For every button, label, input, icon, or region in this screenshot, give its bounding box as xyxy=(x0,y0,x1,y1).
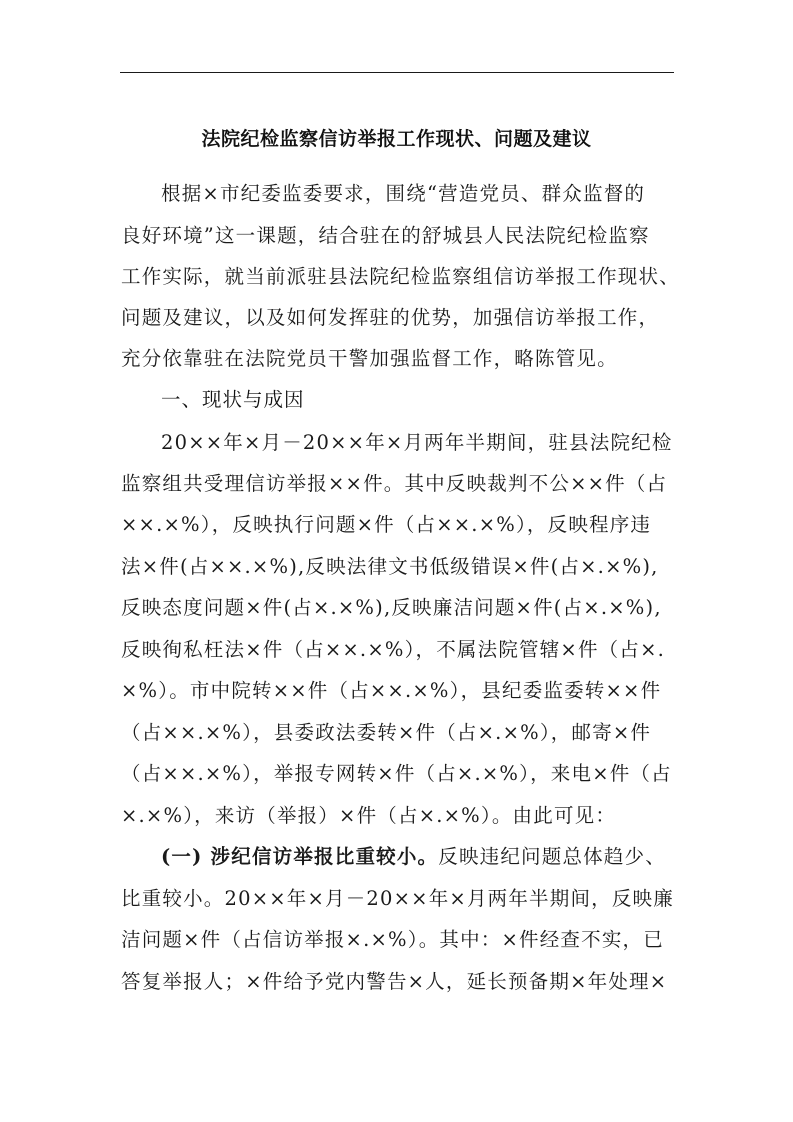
section1-line-9: （占××.×%），举报专网转×件（占×.×%），来电×件（占 xyxy=(121,762,672,785)
intro-line-5: 充分依靠驻在法院党员干警加强监督工作，略陈管见。 xyxy=(121,347,618,370)
section-heading-1: 一、现状与成因 xyxy=(161,388,305,411)
section1-line-2: 监察组共受理信访举报××件。其中反映裁判不公××件（占 xyxy=(121,472,668,495)
intro-line-3: 工作实际，就当前派驻县法院纪检监察组信访举报工作现状、 xyxy=(121,265,680,288)
section1-line-6: 反映徇私枉法×件（占××.×%），不属法院管辖×件（占×. xyxy=(121,638,666,661)
subsection-1-line-2: 比重较小。20××年×月－20××年×月两年半期间，反映廉 xyxy=(121,887,674,910)
section1-line-3: ××.×%），反映执行问题×件（占××.×%），反映程序违 xyxy=(121,513,652,536)
section1-line-10: ×.×%），来访（举报）×件（占×.×%）。由此可见： xyxy=(121,804,617,827)
subsection-1-heading: (一) 涉纪信访举报比重较小。 xyxy=(161,845,439,868)
header-rule xyxy=(120,72,674,73)
section1-line-1: 20××年×月－20××年×月两年半期间，驻县法院纪检 xyxy=(161,431,673,454)
subsection-1-line-4: 答复举报人；×件给予党内警告×人，延长预备期×年处理× xyxy=(121,970,668,993)
document-title: 法院纪检监察信访举报工作现状、问题及建议 xyxy=(201,128,592,150)
intro-line-4: 问题及建议，以及如何发挥驻的优势，加强信访举报工作， xyxy=(121,306,660,329)
section1-line-4: 法×件(占××.×%),反映法律文书低级错误×件(占×.×%), xyxy=(121,555,659,578)
section1-line-5: 反映态度问题×件(占×.×%),反映廉洁问题×件(占×.×%), xyxy=(121,596,662,619)
section1-line-8: （占××.×%），县委政法委转×件（占×.×%），邮寄×件 xyxy=(121,721,652,744)
intro-line-1: 根据×市纪委监委要求，围绕“营造党员、群众监督的 xyxy=(161,182,646,205)
subsection-1-line-3: 洁问题×件（占信访举报×.×%）。其中：×件经查不实，已 xyxy=(121,928,664,951)
subsection-1-line-1 xyxy=(161,843,666,871)
subsection-1-text: 反映违纪问题总体趋少、 xyxy=(438,845,666,868)
intro-line-2: 良好环境”这一课题，结合驻在的舒城县人民法院纪检监察 xyxy=(121,224,650,247)
section1-line-7: ×%）。市中院转××件（占××.×%），县纪委监委转××件 xyxy=(121,679,662,702)
